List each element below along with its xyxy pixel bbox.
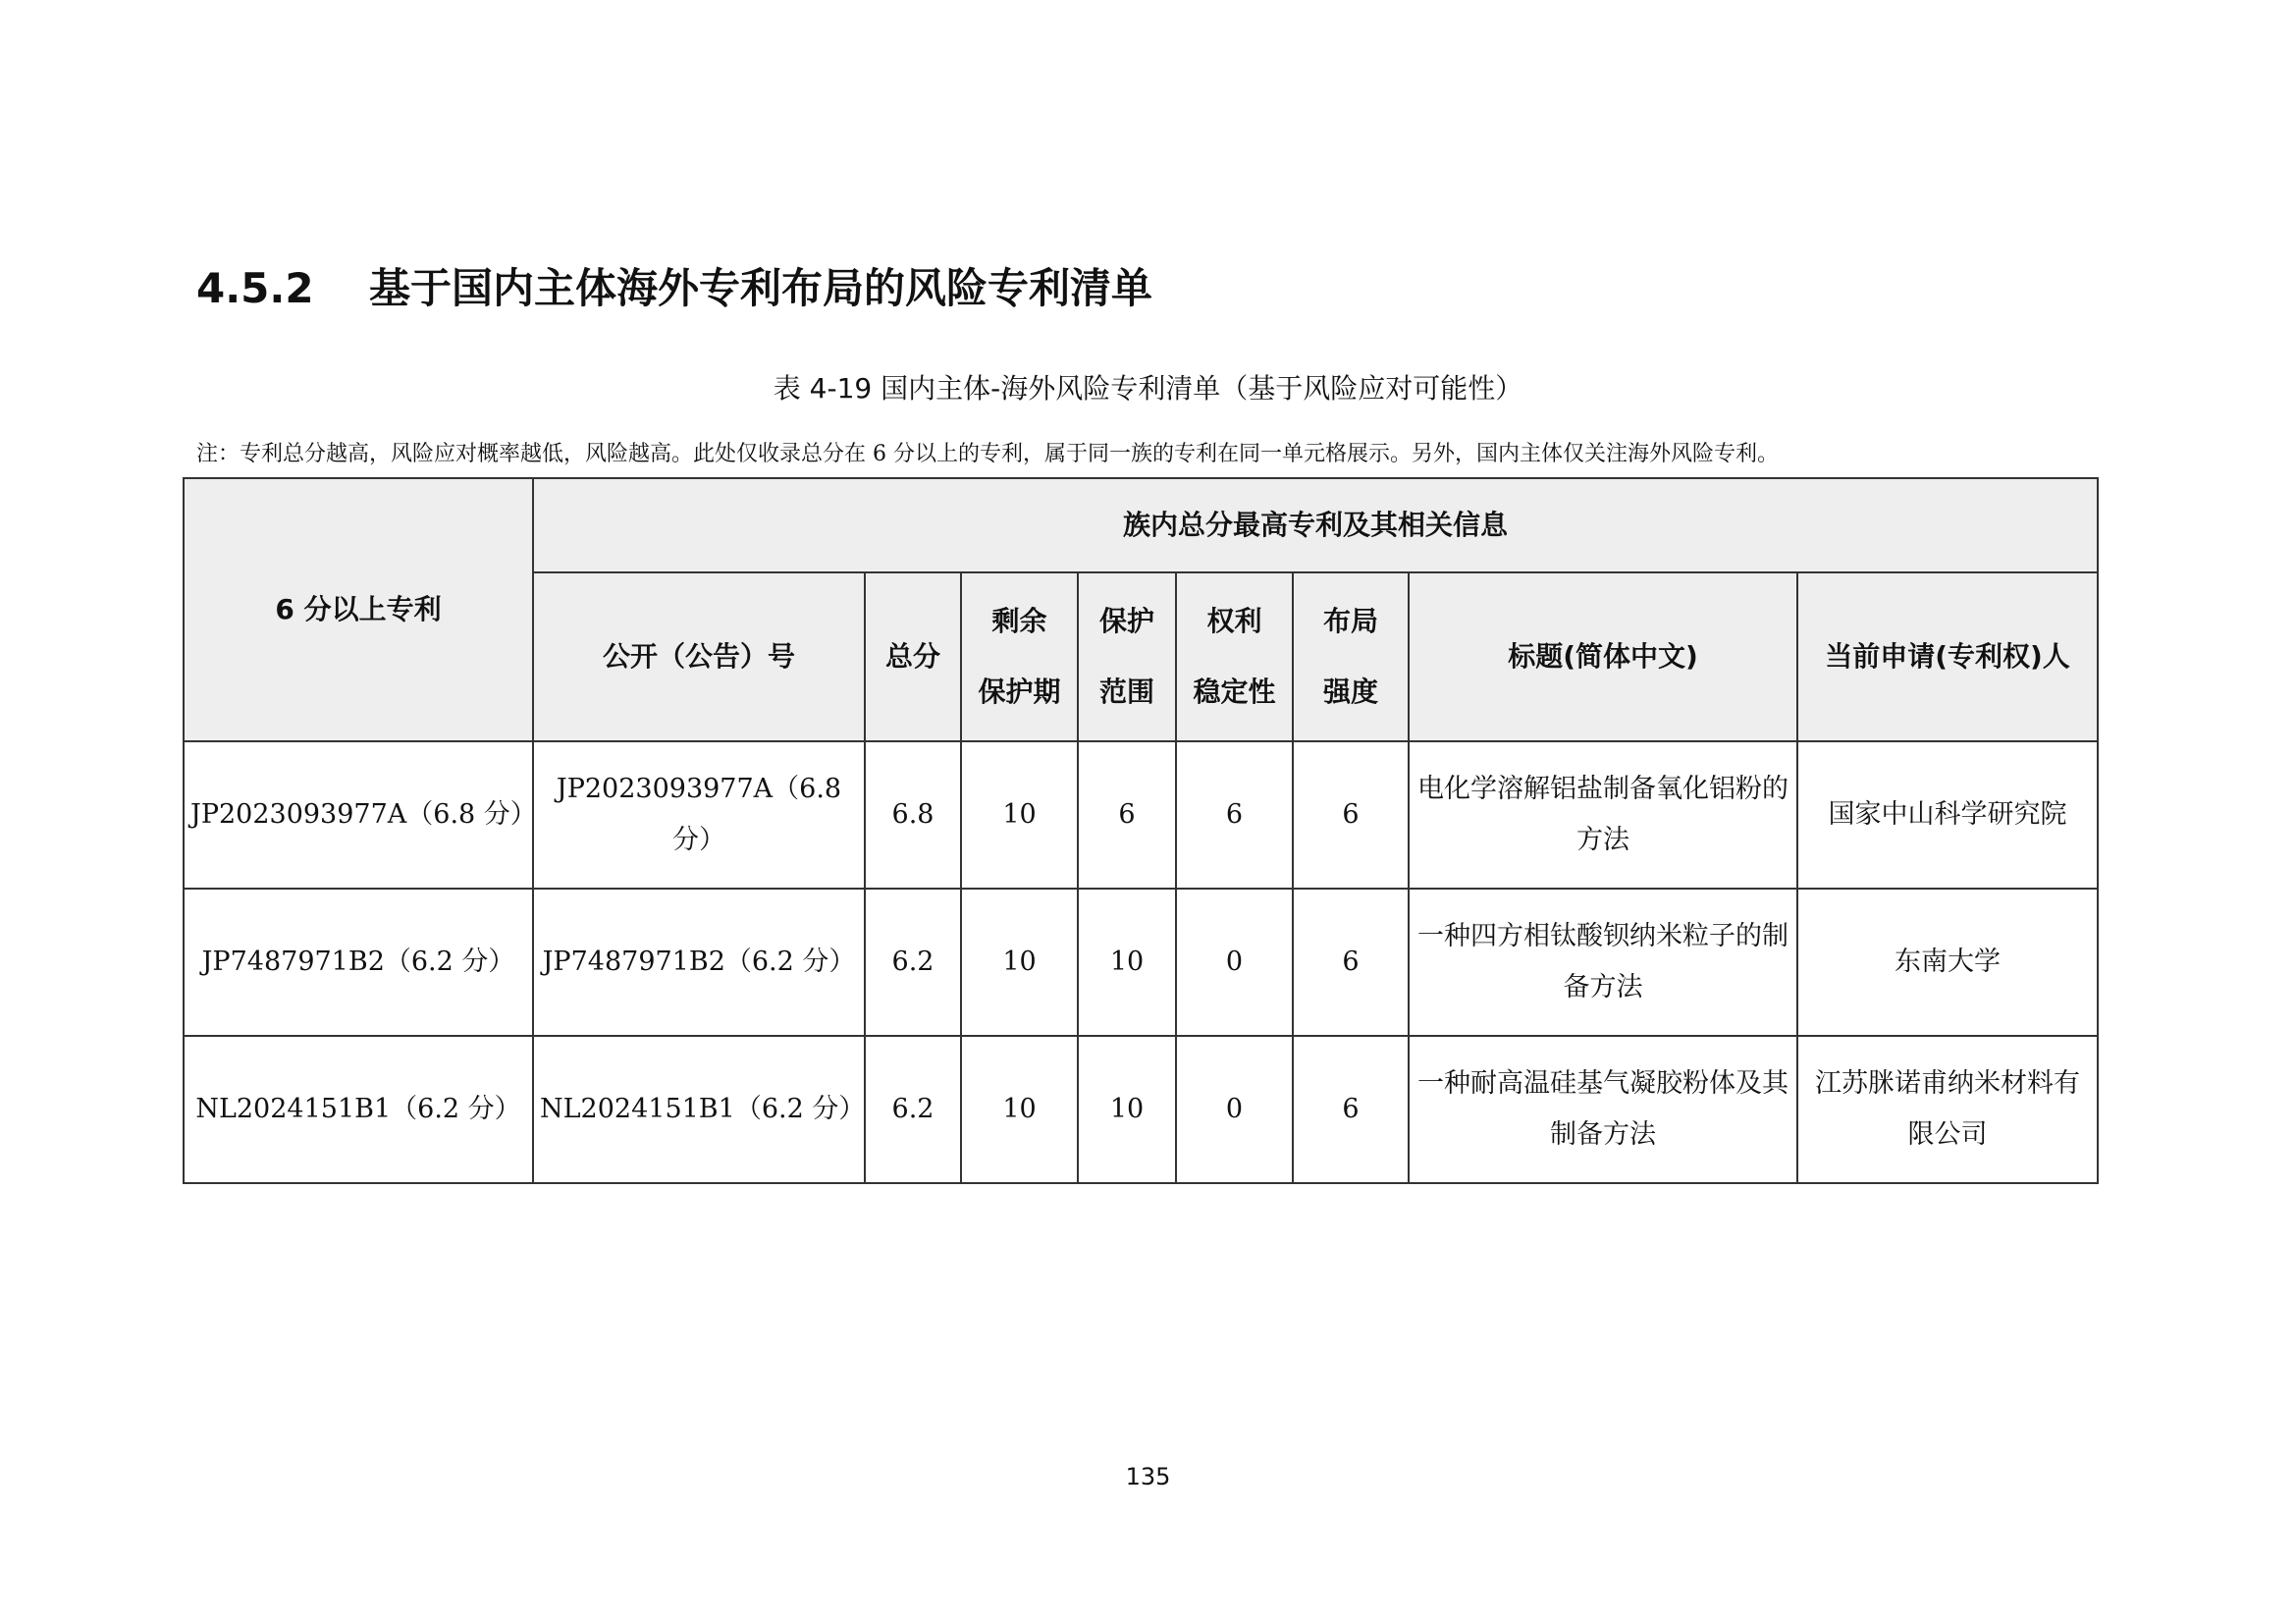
header-layout-strength-line2: 强度 — [1322, 676, 1378, 708]
cell-pub-no: JP2023093977A（6.8 分） — [533, 741, 865, 889]
table-row — [184, 1036, 2098, 1183]
header-remaining-term — [961, 572, 1078, 741]
header-layout-strength-line1: 布局 — [1322, 605, 1378, 637]
table-caption: 表 4-19 国内主体-海外风险专利清单（基于风险应对可能性） — [773, 372, 1523, 405]
cell-layout: 6 — [1293, 889, 1409, 1036]
table-row — [184, 889, 2098, 1036]
cell-layout: 6 — [1293, 1036, 1409, 1183]
cell-pub-no: JP7487971B2（6.2 分） — [533, 889, 865, 1036]
cell-applicant: 江苏脒诺甫纳米材料有限公司 — [1797, 1036, 2098, 1183]
header-family-top-patent-info: 族内总分最高专利及其相关信息 — [533, 478, 2098, 572]
header-title-cn: 标题(简体中文) — [1409, 572, 1797, 741]
cell-applicant: 国家中山科学研究院 — [1797, 741, 2098, 889]
header-pub-no: 公开（公告）号 — [533, 572, 865, 741]
cell-patent: JP2023093977A（6.8 分） — [184, 741, 533, 889]
section-number: 4.5.2 — [196, 264, 314, 312]
cell-total: 6.2 — [865, 1036, 961, 1183]
cell-remaining: 10 — [961, 741, 1078, 889]
cell-remaining: 10 — [961, 889, 1078, 1036]
header-right-stability-line1: 权利 — [1206, 605, 1262, 637]
cell-title: 一种耐高温硅基气凝胶粉体及其制备方法 — [1409, 1036, 1797, 1183]
header-patents-above-6: 6 分以上专利 — [184, 478, 533, 741]
cell-scope: 10 — [1078, 1036, 1176, 1183]
cell-patent: JP7487971B2（6.2 分） — [184, 889, 533, 1036]
cell-title: 电化学溶解铝盐制备氧化铝粉的方法 — [1409, 741, 1797, 889]
table-note: 注：专利总分越高，风险应对概率越低，风险越高。此处仅收录总分在 6 分以上的专利，属于同一族的专利在同一单元格展示。另外，国内主体仅关注海外风险专利。 — [196, 442, 1779, 466]
header-remaining-term-line1: 剩余 — [991, 605, 1047, 637]
cell-scope: 10 — [1078, 889, 1176, 1036]
cell-title: 一种四方相钛酸钡纳米粒子的制备方法 — [1409, 889, 1797, 1036]
cell-patent: NL2024151B1（6.2 分） — [184, 1036, 533, 1183]
cell-stability: 6 — [1176, 741, 1293, 889]
table-row — [184, 741, 2098, 889]
section-title: 基于国内主体海外专利布局的风险专利清单 — [369, 264, 1153, 312]
cell-stability: 0 — [1176, 889, 1293, 1036]
header-protection-scope-line2: 范围 — [1098, 676, 1154, 708]
cell-scope: 6 — [1078, 741, 1176, 889]
page-number: 135 — [1125, 1463, 1171, 1490]
header-protection-scope-line1: 保护 — [1098, 605, 1154, 637]
header-right-stability — [1176, 572, 1293, 741]
header-applicant: 当前申请(专利权)人 — [1797, 572, 2098, 741]
risk-patent-table — [183, 477, 2099, 1184]
cell-layout: 6 — [1293, 741, 1409, 889]
cell-applicant: 东南大学 — [1797, 889, 2098, 1036]
cell-total: 6.2 — [865, 889, 961, 1036]
cell-remaining: 10 — [961, 1036, 1078, 1183]
header-remaining-term-line2: 保护期 — [978, 676, 1061, 708]
cell-pub-no: NL2024151B1（6.2 分） — [533, 1036, 865, 1183]
header-right-stability-line2: 稳定性 — [1193, 676, 1276, 708]
cell-stability: 0 — [1176, 1036, 1293, 1183]
header-protection-scope — [1078, 572, 1176, 741]
section-heading — [196, 259, 1152, 318]
header-layout-strength — [1293, 572, 1409, 741]
cell-total: 6.8 — [865, 741, 961, 889]
header-total-score: 总分 — [865, 572, 961, 741]
